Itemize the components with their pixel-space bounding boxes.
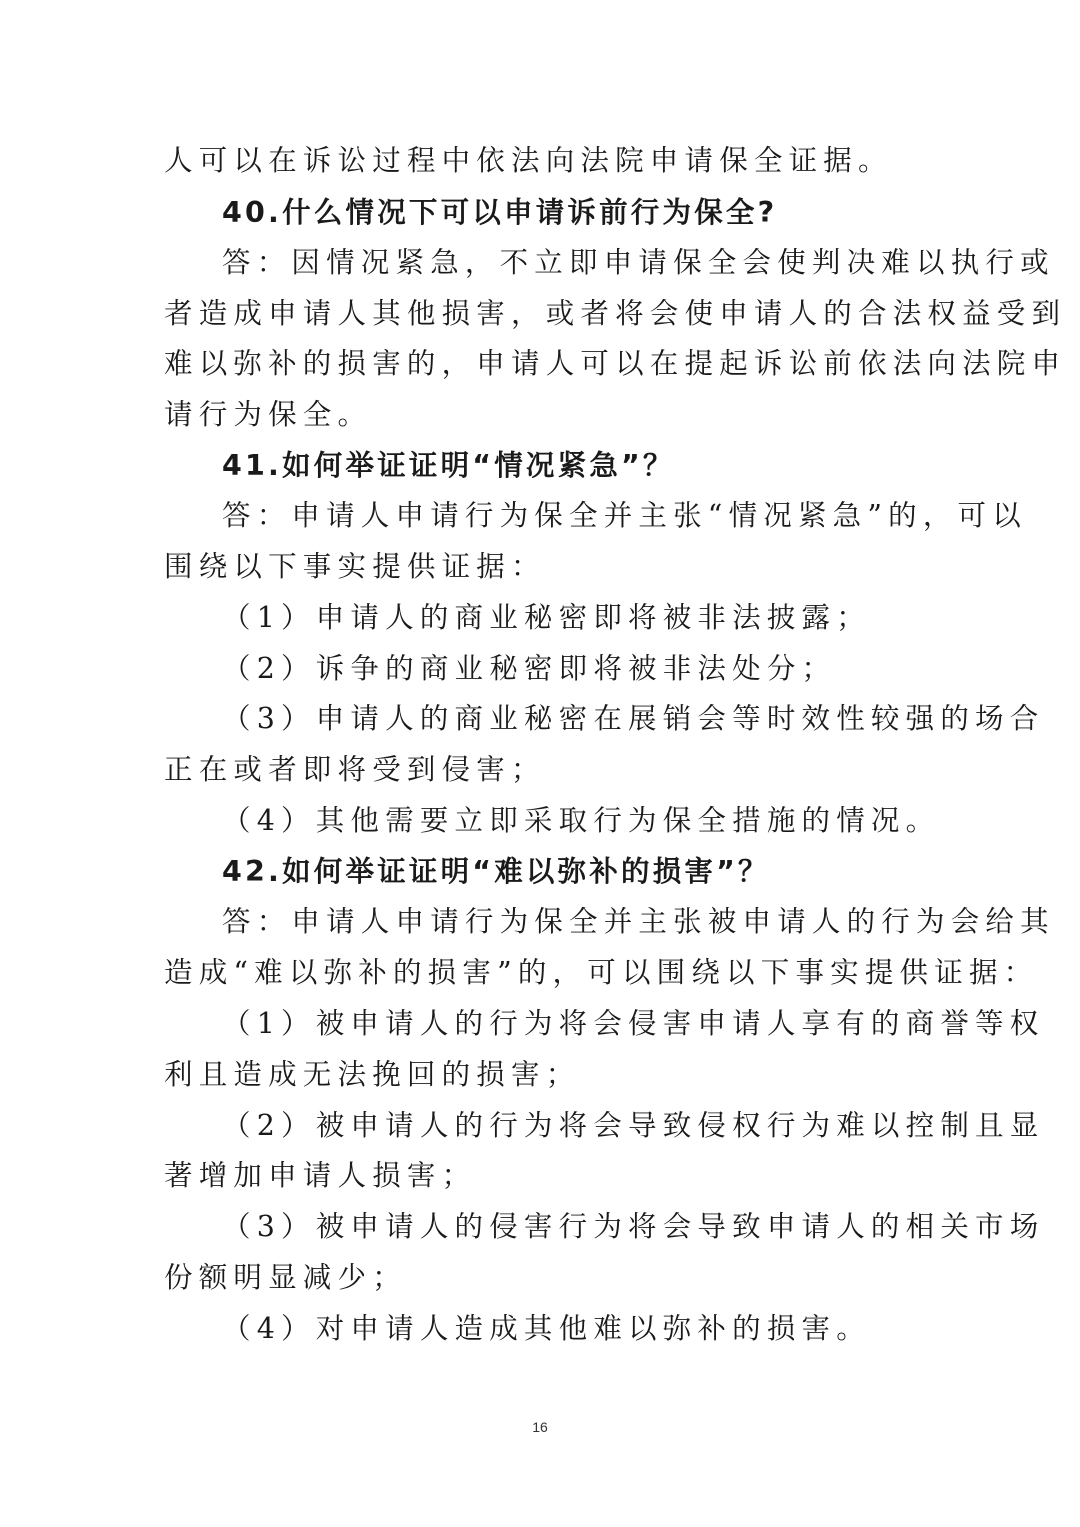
list-item: （1）被申请人的行为将会侵害申请人享有的商誉等权	[222, 1007, 1045, 1040]
answer-40-line: 者造成申请人其他损害，或者将会使申请人的合法权益受到	[164, 297, 1067, 330]
answer-41-line: 围绕以下事实提供证据：	[164, 550, 546, 583]
list-item: （3）申请人的商业秘密在展销会等时效性较强的场合	[222, 702, 1045, 735]
list-item: （2）被申请人的行为将会导致侵权行为难以控制且显	[222, 1109, 1045, 1142]
answer-42-line: 造成“难以弥补的损害”的，可以围绕以下事实提供证据：	[164, 956, 1039, 989]
answer-42-line: 答：申请人申请行为保全并主张被申请人的行为会给其	[222, 905, 1055, 938]
question-40-heading: 40.什么情况下可以申请诉前行为保全?	[222, 196, 778, 229]
list-item: （1）申请人的商业秘密即将被非法披露；	[222, 601, 871, 634]
list-item: （4）对申请人造成其他难以弥补的损害。	[222, 1312, 871, 1345]
question-42-heading: 42.如何举证证明“难以弥补的损害”？	[222, 855, 770, 888]
list-item: （2）诉争的商业秘密即将被非法处分；	[222, 652, 837, 685]
list-item: （4）其他需要立即采取行为保全措施的情况。	[222, 804, 941, 837]
list-item-continuation: 著增加申请人损害；	[164, 1159, 477, 1192]
paragraph-line: 人可以在诉讼过程中依法向法院申请保全证据。	[164, 144, 893, 177]
page-number: 16	[532, 1419, 548, 1435]
question-41-heading: 41.如何举证证明“情况紧急”？	[222, 449, 675, 482]
list-item-continuation: 份额明显减少；	[164, 1261, 407, 1294]
answer-40-line: 难以弥补的损害的，申请人可以在提起诉讼前依法向法院申	[164, 347, 1067, 380]
answer-40-line: 答：因情况紧急，不立即申请保全会使判决难以执行或	[222, 246, 1055, 279]
answer-41-line: 答：申请人申请行为保全并主张“情况紧急”的，可以	[222, 499, 1027, 532]
list-item-continuation: 正在或者即将受到侵害；	[164, 753, 546, 786]
list-item: （3）被申请人的侵害行为将会导致申请人的相关市场	[222, 1210, 1045, 1243]
answer-40-line: 请行为保全。	[164, 398, 373, 431]
list-item-continuation: 利且造成无法挽回的损害；	[164, 1058, 581, 1091]
